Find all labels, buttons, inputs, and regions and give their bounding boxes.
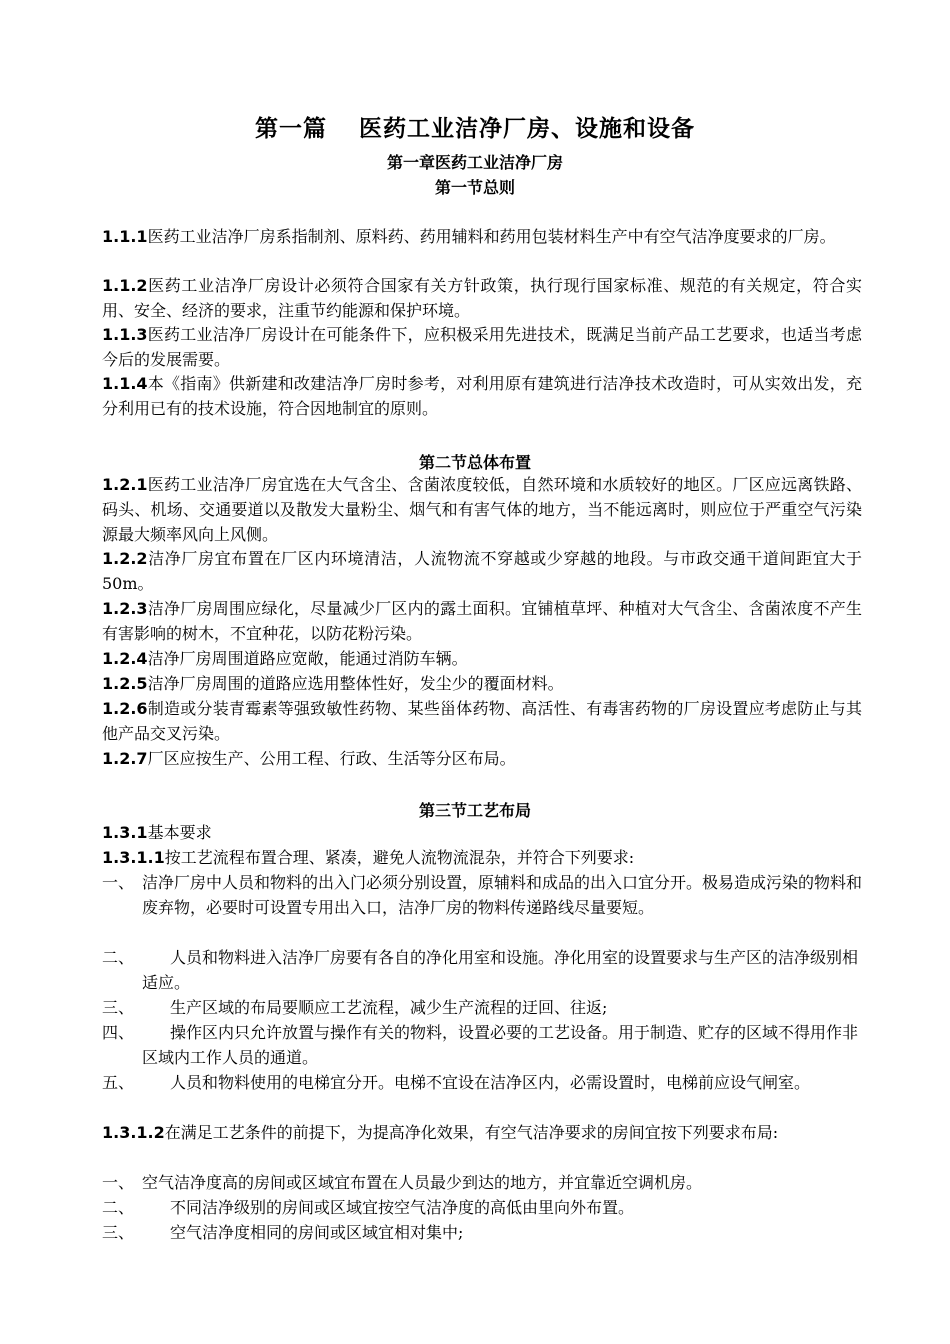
clause-1-2-7: 1.2.7厂区应按生产、公用工程、行政、生活等分区布局。	[102, 749, 516, 768]
list-item: 三、 生产区域的布局要顺应工艺流程，减少生产流程的迂回、往返;	[102, 998, 608, 1017]
clause-1-2-3: 1.2.3洁净厂房周围应绿化，尽量减少厂区内的露土面积。宜铺植草坪、种植对大气含尘、含菌浓度不产生有害影响的树木，不宜种花，以防花粉污染。	[102, 599, 862, 643]
chapter-title: 第一章医药工业洁净厂房	[386, 153, 563, 172]
part-number: 第一篇	[255, 116, 327, 142]
list-item: 二、 人员和物料进入洁净厂房要有各自的净化用室和设施。净化用室的设置要求与生产区的洁净级别相适应。	[102, 948, 859, 992]
list-item: 一、 洁净厂房中人员和物料的出入门必须分别设置，原辅料和成品的出入口宜分开。极易造成污染的物料和废弃物，必要时可设置专用出入口，洁净厂房的物料传递路线尽量要短。	[102, 873, 863, 917]
clause-1-2-2: 1.2.2洁净厂房宜布置在厂区内环境清洁，人流物流不穿越或少穿越的地段。与市政交通干道间距宜大于50m。	[102, 549, 862, 593]
clause-1-1-4: 1.1.4本《指南》供新建和改建洁净厂房时参考，对利用原有建筑进行洁净技术改造时，可从实效出发，充分利用已有的技术设施，符合因地制宜的原则。	[102, 374, 862, 418]
clause-1-3-1-1: 1.3.1.1按工艺流程布置合理、紧凑，避免人流物流混杂，并符合下列要求:	[102, 848, 635, 867]
section-2-heading: 第二节总体布置	[418, 453, 531, 472]
list-item: 五、 人员和物料使用的电梯宜分开。电梯不宜设在洁净区内，必需设置时，电梯前应设气闸室。	[102, 1073, 811, 1092]
list-item: 四、 操作区内只允许放置与操作有关的物料，设置必要的工艺设备。用于制造、贮存的区域不得用作非区域内工作人员的通道。	[102, 1023, 859, 1067]
clause-1-2-6: 1.2.6制造或分装青霉素等强致敏性药物、某些甾体药物、高活性、有毒害药物的厂房设置应考虑防止与其他产品交叉污染。	[102, 699, 862, 743]
list-item: 二、 不同洁净级别的房间或区域宜按空气洁净度的高低由里向外布置。	[102, 1198, 635, 1217]
clause-1-1-2: 1.1.2医药工业洁净厂房设计必须符合国家有关方针政策，执行现行国家标准、规范的有关规定，符合实用、安全、经济的要求，注重节约能源和保护环境。	[102, 276, 862, 320]
clause-1-3-1-2: 1.3.1.2在满足工艺条件的前提下，为提高净化效果，有空气洁净要求的房间宜按下列要求布局:	[102, 1123, 779, 1142]
part-title	[0, 110, 950, 143]
section-3-heading: 第三节工艺布局	[418, 801, 531, 820]
list-item: 三、 空气洁净度相同的房间或区域宜相对集中;	[102, 1223, 464, 1242]
clause-1-1-1: 1.1.1医药工业洁净厂房系指制剂、原料药、药用辅料和药用包装材料生产中有空气洁净度要求的厂房。	[102, 227, 836, 246]
clause-1-3-1: 1.3.1基本要求	[102, 823, 212, 842]
clause-1-2-5: 1.2.5洁净厂房周围的道路应选用整体性好，发尘少的覆面材料。	[102, 674, 564, 693]
clause-1-1-3: 1.1.3医药工业洁净厂房设计在可能条件下，应积极采用先进技术，既满足当前产品工艺要求，也适当考虑今后的发展需要。	[102, 325, 862, 369]
clause-1-2-1: 1.2.1医药工业洁净厂房宜选在大气含尘、含菌浓度较低，自然环境和水质较好的地区。厂区应远离铁路、码头、机场、交通要道以及散发大量粉尘、烟气和有害气体的地方，当不能远离时，则应位于严重空气污染源最大频率风向上风侧。	[102, 475, 862, 544]
section-1-heading: 第一节总则	[434, 178, 515, 197]
list-item: 一、 空气洁净度高的房间或区域宜布置在人员最少到达的地方，并宜靠近空调机房。	[102, 1173, 703, 1192]
clause-1-2-4: 1.2.4洁净厂房周围道路应宽敞，能通过消防车辆。	[102, 649, 468, 668]
part-name: 医药工业洁净厂房、设施和设备	[359, 116, 695, 142]
